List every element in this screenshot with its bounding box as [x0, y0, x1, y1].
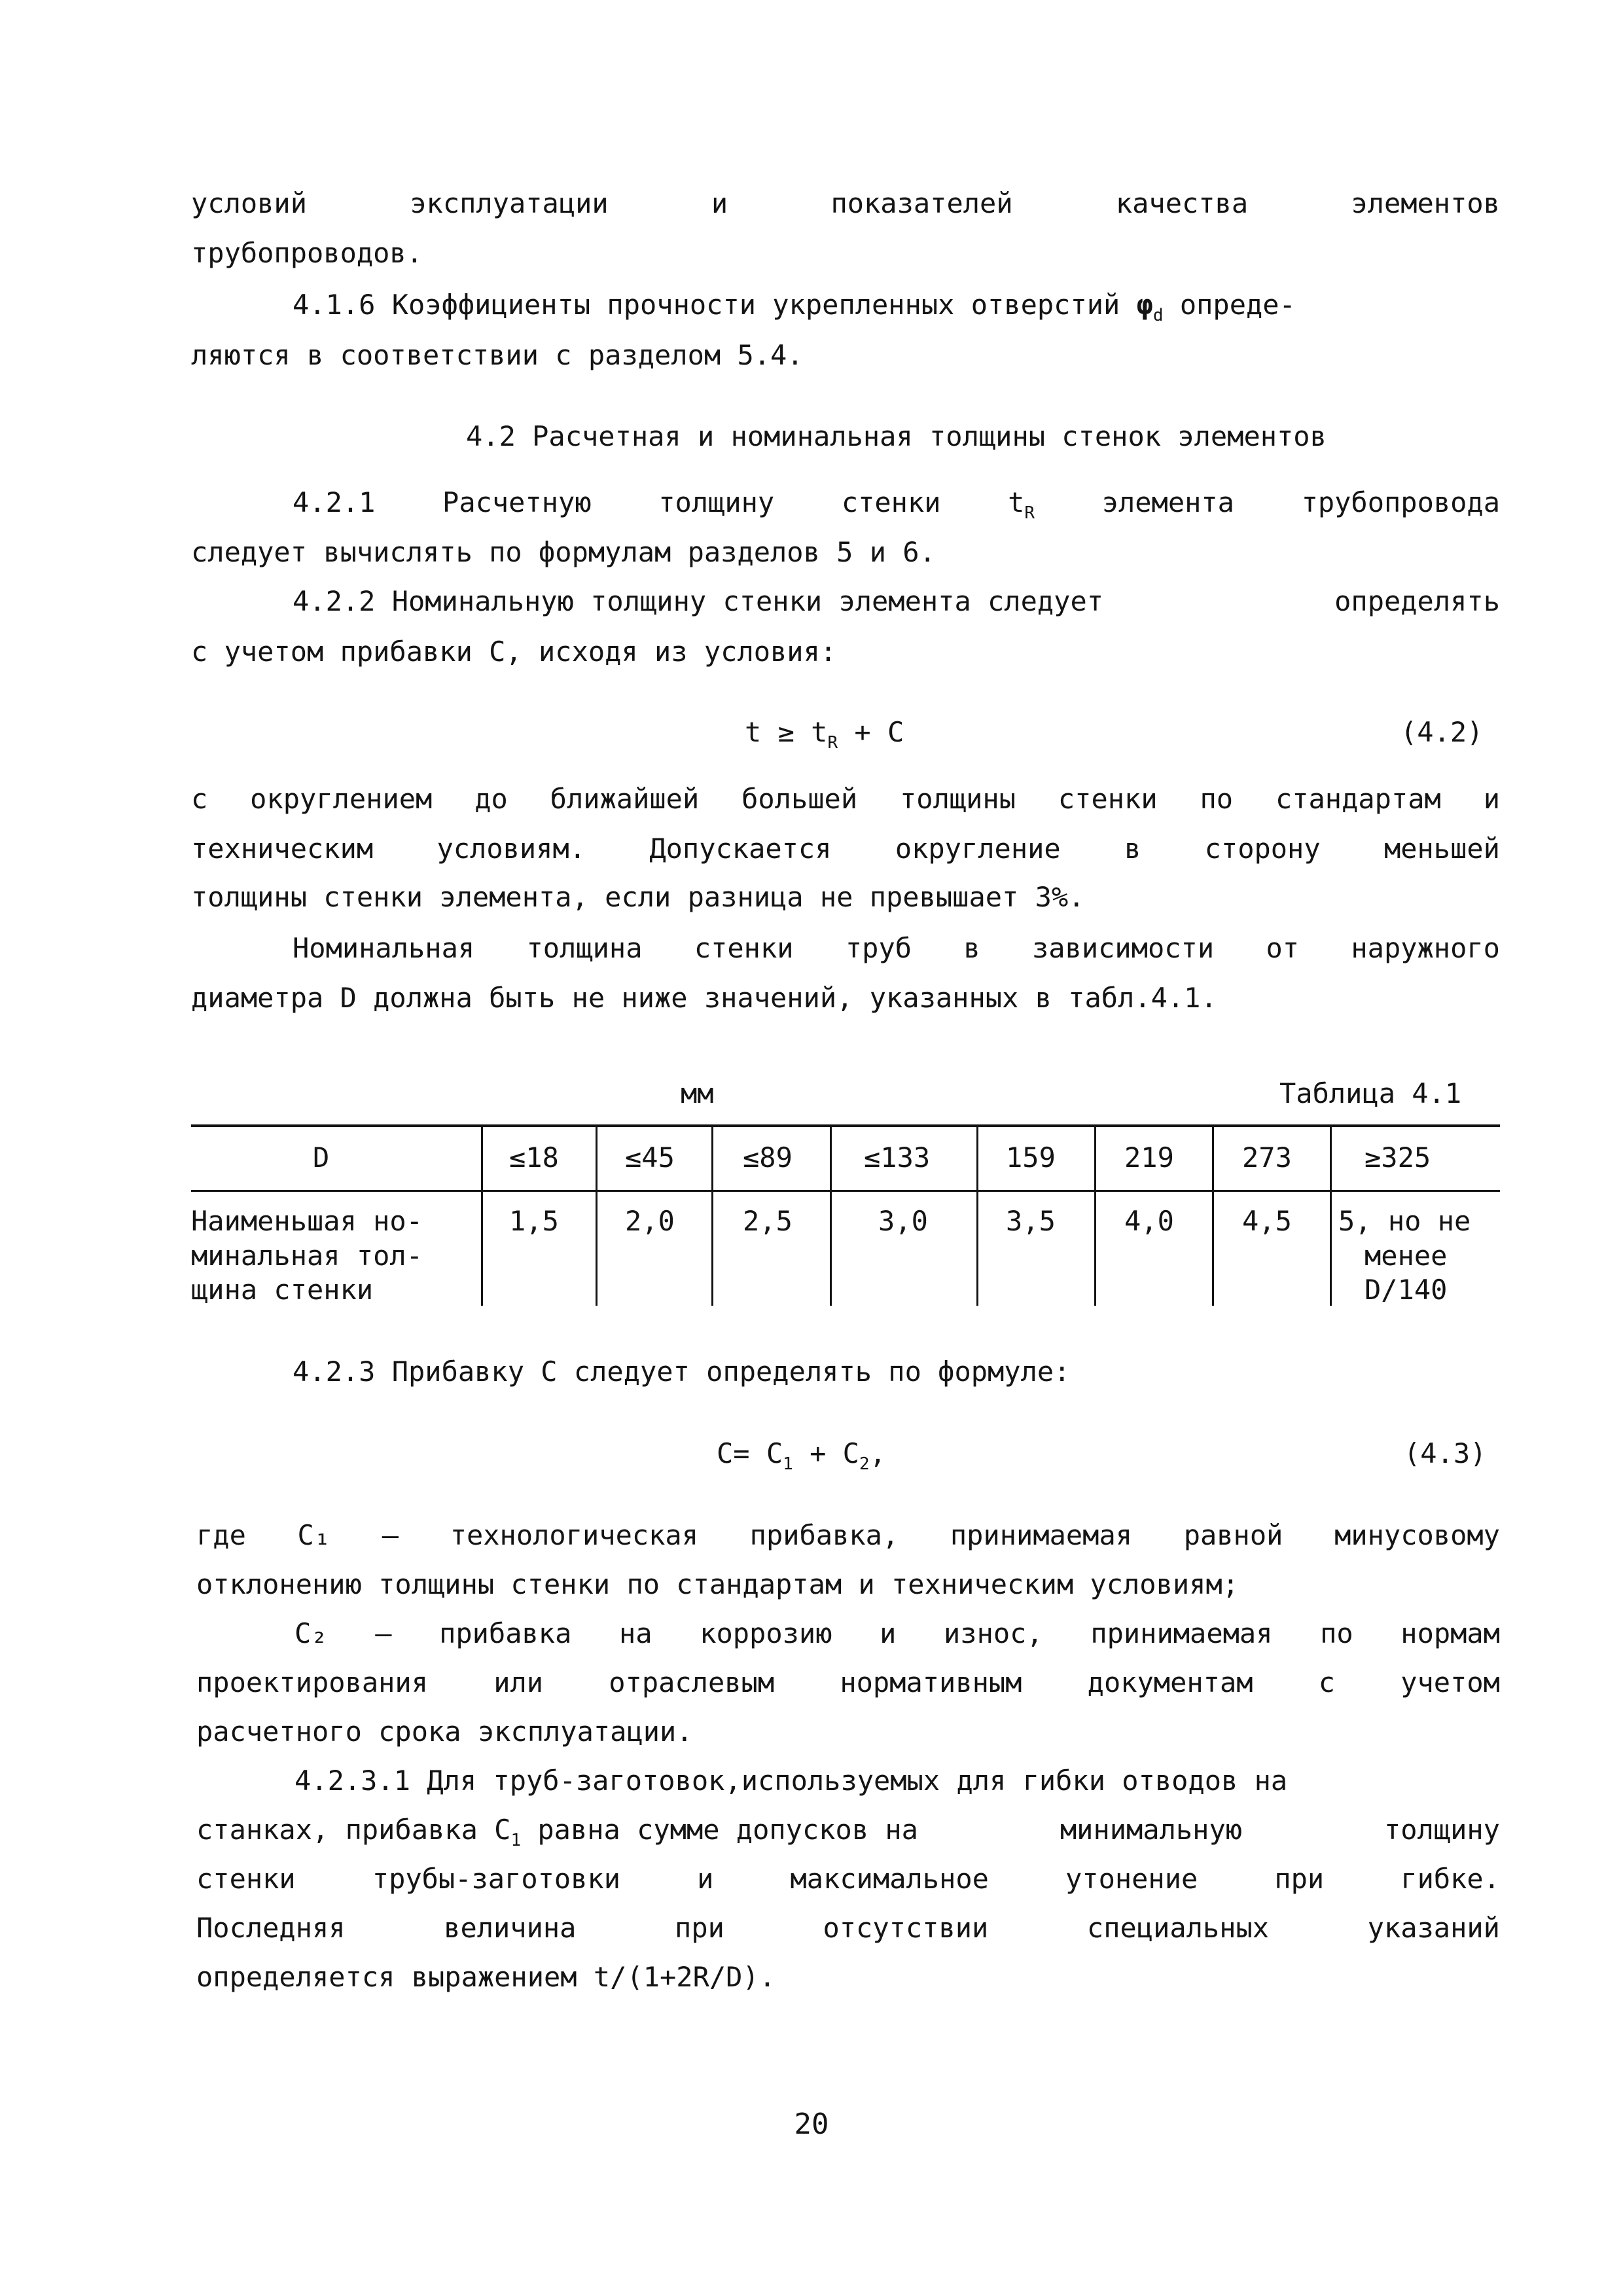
table-value-cell: 5, но не [1338, 1205, 1471, 1237]
text-line: с округлением до ближайшей большей толщины стенки по стандартам и [191, 783, 1500, 815]
table-header-cell: ≤133 [864, 1141, 931, 1174]
table-value-cell: D/140 [1364, 1274, 1448, 1306]
table-unit: мм [681, 1077, 714, 1109]
table-value-cell: 2,5 [743, 1205, 793, 1237]
text-line: Последняя величина при отсутствии специальных указаний [196, 1912, 1500, 1944]
section-heading: 4.2 Расчетная и номинальная толщины стенок элементов [466, 420, 1327, 452]
text-line: 4.2.2 Номинальную толщину стенки элемента следует определять [293, 585, 1500, 617]
table-value-cell: 3,5 [1006, 1205, 1056, 1237]
table-row-label: Наименьшая но- [191, 1205, 423, 1237]
text-line: с учетом прибавки C, исходя из условия: [191, 636, 837, 668]
table-value-cell: 4,5 [1242, 1205, 1292, 1237]
text-line: трубопроводов. [191, 237, 423, 269]
text-line: стенки трубы-заготовки и максимальное утонение при гибке. [196, 1863, 1500, 1895]
table-row-label: щина стенки [191, 1274, 374, 1306]
table-header-cell: ≤18 [509, 1141, 559, 1174]
page-number: 20 [794, 2108, 829, 2141]
text-line: расчетного срока эксплуатации. [196, 1715, 693, 1748]
formula-number: (4.3) [1404, 1437, 1487, 1469]
formula-number: (4.2) [1400, 716, 1484, 748]
table-header-cell: ≤45 [625, 1141, 675, 1174]
table-column-rule [1330, 1124, 1332, 1306]
table-header-rule [191, 1190, 1500, 1192]
table-column-rule [830, 1124, 832, 1306]
table-header-cell: ≤89 [743, 1141, 793, 1174]
text-line: отклонению толщины стенки по стандартам и техническим условиям; [196, 1568, 1240, 1600]
table-column-rule [1094, 1124, 1096, 1306]
text-line: 4.2.3 Прибавку C следует определять по формуле: [293, 1355, 1071, 1388]
text-line: где C₁ – технологическая прибавка, принимаемая равной минусовому [196, 1519, 1500, 1551]
table-value-cell: 3,0 [878, 1205, 928, 1237]
table-value-cell: 4,0 [1124, 1205, 1174, 1237]
table-value-cell: 1,5 [509, 1205, 559, 1237]
text-line: проектирования или отраслевым нормативным документам с учетом [196, 1666, 1500, 1698]
table-header-cell: ≥325 [1364, 1141, 1431, 1174]
table-column-rule [976, 1124, 978, 1306]
table-top-rule [191, 1124, 1500, 1127]
phi-symbol: φ [1136, 289, 1153, 321]
text-line: следует вычислять по формулам разделов 5 и 6. [191, 536, 936, 568]
table-column-rule [1212, 1124, 1214, 1306]
table-value-cell: 2,0 [625, 1205, 675, 1237]
table-row-label: минальная тол- [191, 1240, 423, 1272]
table-column-rule [711, 1124, 713, 1306]
text-line: 4.2.1 Расчетную толщину стенки $t_R$ элемента трубопровода [293, 486, 1500, 523]
text-line: 4.2.3.1 Для труб-заготовок,используемых для гибки отводов на [294, 1765, 1288, 1797]
formula-4-3: $C= C_1 + C_2$, [717, 1437, 886, 1474]
text-line: Номинальная толщина стенки труб в зависимости от наружного [293, 932, 1500, 964]
table-caption: Таблица 4.1 [1279, 1077, 1462, 1109]
table-column-rule [596, 1124, 597, 1306]
text-line: определяется выражением t/(1+2R/D). [196, 1961, 776, 1993]
table-header-cell: 159 [1006, 1141, 1056, 1174]
text-line: станках, прибавка $C_1$ равна сумме допусков на минимальную толщину [196, 1814, 1500, 1850]
table-header-cell: D [313, 1141, 330, 1174]
formula-4-2: $t \ge t_R + C$ [745, 716, 904, 753]
table-column-rule [481, 1124, 483, 1306]
text-line: толщины стенки элемента, если разница не превышает 3%. [191, 881, 1085, 913]
text-line: 4.1.6 Коэффициенты прочности укрепленных отверстий $\varphi_d$ опреде- [293, 289, 1296, 325]
text-line: ляются в соответствии с разделом 5.4. [191, 339, 804, 371]
text-line: диаметра D должна быть не ниже значений, указанных в табл.4.1. [191, 982, 1217, 1014]
text-line: техническим условиям. Допускается округление в сторону меньшей [191, 833, 1500, 865]
text-line: условий эксплуатации и показателей качества элементов [191, 187, 1500, 219]
table-value-cell: менее [1364, 1240, 1448, 1272]
table-header-cell: 273 [1242, 1141, 1292, 1174]
table-header-cell: 219 [1124, 1141, 1174, 1174]
text-line: C₂ – прибавка на коррозию и износ, принимаемая по нормам [294, 1617, 1500, 1649]
